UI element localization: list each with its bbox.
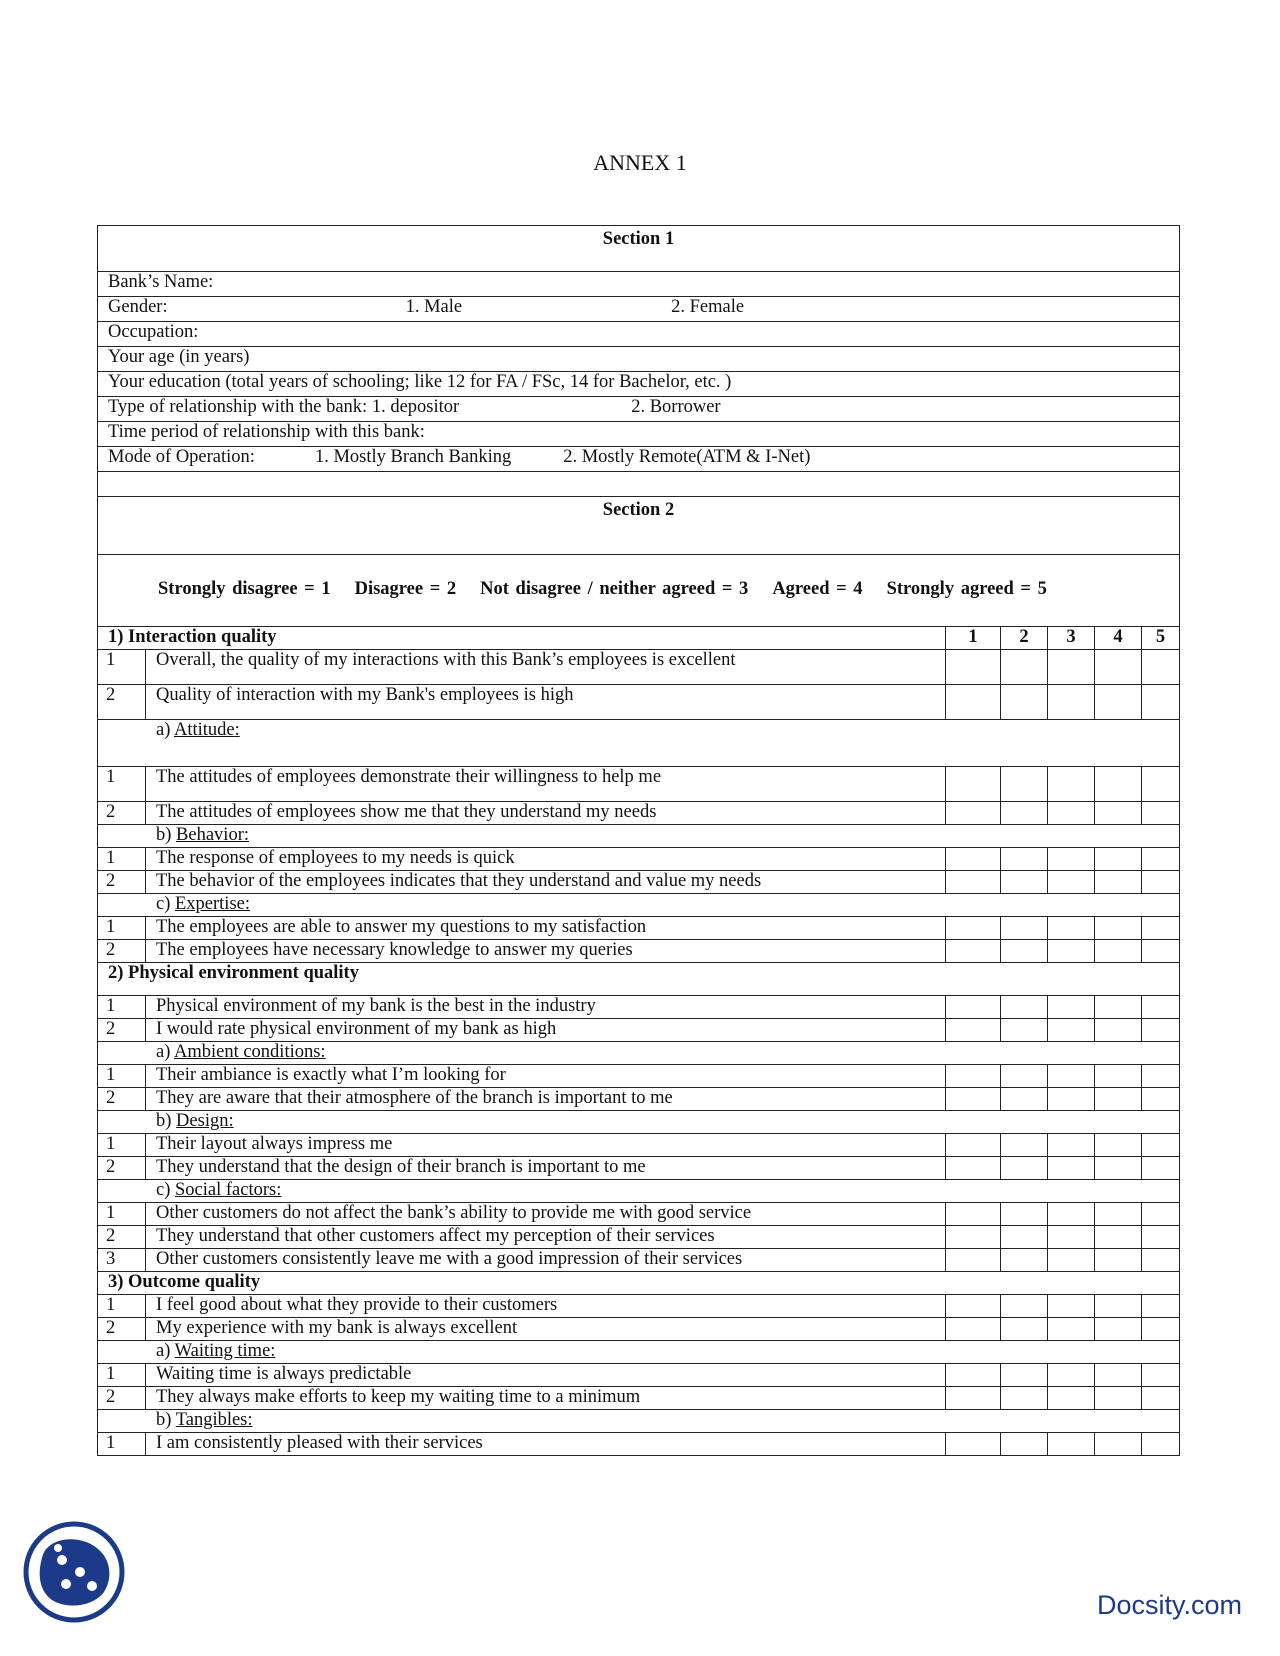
item-statement: Overall, the quality of my interactions with this Bank’s employees is excellent (146, 650, 946, 685)
rating-checkbox[interactable] (1142, 940, 1180, 963)
subcategory-label: Attitude: (173, 720, 240, 740)
rating-checkbox[interactable] (946, 1433, 1001, 1456)
rating-checkbox[interactable] (1048, 917, 1095, 940)
rating-checkbox[interactable] (1048, 1088, 1095, 1111)
rating-checkbox[interactable] (1048, 1364, 1095, 1387)
subcategory-letter: b) (156, 825, 172, 845)
subcategory-label: Expertise: (175, 894, 251, 914)
item-statement: The employees are able to answer my questions to my satisfaction (146, 917, 946, 940)
rating-checkbox[interactable] (1142, 1088, 1180, 1111)
subcategory-label: Tangibles: (175, 1410, 253, 1430)
question-row (98, 940, 1180, 963)
rating-checkbox[interactable] (1048, 871, 1095, 894)
rating-checkbox[interactable] (946, 685, 1001, 720)
rating-checkbox[interactable] (1001, 802, 1048, 825)
question-row (98, 996, 1180, 1019)
rating-checkbox[interactable] (946, 1088, 1001, 1111)
subcategory-row (98, 1180, 1180, 1203)
rating-checkbox[interactable] (1095, 1433, 1142, 1456)
question-row (98, 1088, 1180, 1111)
subcategory-heading (98, 720, 1180, 767)
rating-checkbox[interactable] (1001, 685, 1048, 720)
subcategory-label: Behavior: (176, 825, 249, 845)
question-row (98, 848, 1180, 871)
rating-checkbox[interactable] (1001, 1226, 1048, 1249)
rating-checkbox[interactable] (1001, 940, 1048, 963)
item-number: 2 (98, 1157, 146, 1180)
item-statement: I feel good about what they provide to their customers (146, 1295, 946, 1318)
docsity-logo-icon (22, 1520, 126, 1624)
rating-checkbox[interactable] (1142, 802, 1180, 825)
rating-checkbox[interactable] (1142, 871, 1180, 894)
gender-field (98, 297, 1180, 322)
rating-checkbox[interactable] (1048, 1157, 1095, 1180)
occupation-field: Occupation: (98, 322, 1180, 347)
rating-checkbox[interactable] (1142, 1387, 1180, 1410)
category-row (98, 963, 1180, 996)
item-statement: Other customers do not affect the bank’s ability to provide me with good service (146, 1203, 946, 1226)
page-title: ANNEX 1 (593, 150, 687, 175)
item-statement: My experience with my bank is always excellent (146, 1318, 946, 1341)
gender-label: Gender: (108, 297, 168, 317)
rating-checkbox[interactable] (1048, 996, 1095, 1019)
rating-checkbox[interactable] (1001, 1065, 1048, 1088)
gender-female-option: 2. Female (671, 297, 745, 317)
item-number: 1 (98, 996, 146, 1019)
rating-checkbox[interactable] (1001, 996, 1048, 1019)
mode-branch-option: 1. Mostly Branch Banking (314, 447, 512, 467)
item-statement: Their ambiance is exactly what I’m looking for (146, 1065, 946, 1088)
rating-checkbox[interactable] (946, 1226, 1001, 1249)
item-number: 2 (98, 1318, 146, 1341)
rating-checkbox[interactable] (946, 871, 1001, 894)
rating-column-header: 5 (1142, 627, 1180, 650)
subcategory-row (98, 894, 1180, 917)
item-number: 2 (98, 802, 146, 825)
rating-checkbox[interactable] (946, 917, 1001, 940)
item-number: 1 (98, 1203, 146, 1226)
rating-checkbox[interactable] (1001, 1318, 1048, 1341)
scale-strongly-disagree: Strongly disagree = 1 (158, 579, 331, 599)
gender-male-option: 1. Male (405, 297, 463, 317)
age-field: Your age (in years) (98, 347, 1180, 372)
item-number: 1 (98, 917, 146, 940)
subcategory-letter: c) (156, 1180, 171, 1200)
item-statement: They understand that the design of their branch is important to me (146, 1157, 946, 1180)
rating-checkbox[interactable] (946, 1134, 1001, 1157)
rating-checkbox[interactable] (1142, 1203, 1180, 1226)
rating-checkbox[interactable] (1048, 940, 1095, 963)
category-heading: 3) Outcome quality (98, 1272, 1180, 1295)
item-number: 1 (98, 1134, 146, 1157)
mode-label: Mode of Operation: (108, 447, 255, 467)
question-row (98, 1318, 1180, 1341)
question-row (98, 917, 1180, 940)
rating-checkbox[interactable] (1001, 848, 1048, 871)
item-statement: The attitudes of employees show me that they understand my needs (146, 802, 946, 825)
subcategory-label: Design: (176, 1111, 234, 1131)
rating-checkbox[interactable] (1001, 1364, 1048, 1387)
rating-checkbox[interactable] (946, 996, 1001, 1019)
rating-checkbox[interactable] (1142, 650, 1180, 685)
subcategory-heading (98, 894, 1180, 917)
rating-checkbox[interactable] (1048, 1318, 1095, 1341)
question-row (98, 802, 1180, 825)
subcategory-row (98, 825, 1180, 848)
scale-agreed: Agreed = 4 (772, 579, 863, 599)
item-number: 1 (98, 650, 146, 685)
rating-checkbox[interactable] (1095, 767, 1142, 802)
rating-checkbox[interactable] (1048, 767, 1095, 802)
rating-checkbox[interactable] (1048, 848, 1095, 871)
item-number: 1 (98, 1364, 146, 1387)
rating-checkbox[interactable] (1001, 1157, 1048, 1180)
rating-checkbox[interactable] (1095, 996, 1142, 1019)
category-heading: 1) Interaction quality (98, 627, 946, 650)
time-period-field: Time period of relationship with this bank: (98, 422, 1180, 447)
item-statement: Physical environment of my bank is the best in the industry (146, 996, 946, 1019)
item-statement: I would rate physical environment of my bank as high (146, 1019, 946, 1042)
rating-checkbox[interactable] (1048, 650, 1095, 685)
rating-checkbox[interactable] (1001, 871, 1048, 894)
rating-checkbox[interactable] (1048, 1433, 1095, 1456)
item-statement: Quality of interaction with my Bank's employees is high (146, 685, 946, 720)
item-number: 2 (98, 940, 146, 963)
rating-checkbox[interactable] (946, 802, 1001, 825)
rating-checkbox[interactable] (1142, 1065, 1180, 1088)
relationship-label: Type of relationship with the bank: (108, 397, 368, 417)
rating-checkbox[interactable] (1142, 1157, 1180, 1180)
rating-checkbox[interactable] (1142, 1318, 1180, 1341)
rating-checkbox[interactable] (1048, 1134, 1095, 1157)
item-number: 2 (98, 871, 146, 894)
rating-checkbox[interactable] (1095, 1318, 1142, 1341)
rating-checkbox[interactable] (1048, 1019, 1095, 1042)
item-statement: The response of employees to my needs is quick (146, 848, 946, 871)
item-statement: They are aware that their atmosphere of the branch is important to me (146, 1088, 946, 1111)
education-field: Your education (total years of schooling; like 12 for FA / FSc, 14 for Bachelor, etc. ) (98, 372, 1180, 397)
category-row (98, 627, 1180, 650)
rating-checkbox[interactable] (1142, 1134, 1180, 1157)
subcategory-letter: a) (156, 720, 171, 740)
question-row (98, 1249, 1180, 1272)
question-row (98, 1364, 1180, 1387)
rating-checkbox[interactable] (946, 1387, 1001, 1410)
rating-column-header: 4 (1095, 627, 1142, 650)
rating-checkbox[interactable] (1095, 802, 1142, 825)
subcategory-heading (98, 1410, 1180, 1433)
relationship-borrower-option: 2. Borrower (631, 397, 721, 417)
question-row (98, 1433, 1180, 1456)
rating-checkbox[interactable] (1142, 1295, 1180, 1318)
rating-checkbox[interactable] (1048, 1249, 1095, 1272)
item-number: 2 (98, 1088, 146, 1111)
subcategory-letter: b) (156, 1410, 172, 1430)
rating-checkbox[interactable] (946, 1249, 1001, 1272)
relationship-field (98, 397, 1180, 422)
rating-checkbox[interactable] (946, 1318, 1001, 1341)
item-number: 2 (98, 1387, 146, 1410)
rating-checkbox[interactable] (1001, 1295, 1048, 1318)
item-number: 1 (98, 848, 146, 871)
rating-checkbox[interactable] (1095, 685, 1142, 720)
rating-checkbox[interactable] (1001, 1134, 1048, 1157)
rating-checkbox[interactable] (1095, 871, 1142, 894)
rating-checkbox[interactable] (1048, 1226, 1095, 1249)
rating-checkbox[interactable] (1095, 940, 1142, 963)
item-number: 2 (98, 685, 146, 720)
subcategory-label: Waiting time: (174, 1341, 276, 1361)
item-statement: Their layout always impress me (146, 1134, 946, 1157)
blank-row (98, 472, 1180, 497)
subcategory-heading (98, 1111, 1180, 1134)
rating-checkbox[interactable] (1095, 1088, 1142, 1111)
bank-name-field: Bank’s Name: (98, 272, 1180, 297)
item-statement: Other customers consistently leave me with a good impression of their services (146, 1249, 946, 1272)
question-row (98, 767, 1180, 802)
question-row (98, 650, 1180, 685)
rating-checkbox[interactable] (946, 1065, 1001, 1088)
subcategory-label: Social factors: (175, 1180, 282, 1200)
rating-checkbox[interactable] (1095, 1295, 1142, 1318)
subcategory-label: Ambient conditions: (173, 1042, 326, 1062)
item-number: 2 (98, 1019, 146, 1042)
rating-checkbox[interactable] (1142, 996, 1180, 1019)
subcategory-heading (98, 825, 1180, 848)
rating-checkbox[interactable] (1048, 1387, 1095, 1410)
item-number: 3 (98, 1249, 146, 1272)
item-statement: I am consistently pleased with their services (146, 1433, 946, 1456)
question-row (98, 871, 1180, 894)
rating-checkbox[interactable] (1001, 917, 1048, 940)
rating-checkbox[interactable] (1095, 650, 1142, 685)
rating-checkbox[interactable] (1142, 1433, 1180, 1456)
subcategory-heading (98, 1341, 1180, 1364)
rating-checkbox[interactable] (1095, 1019, 1142, 1042)
scale-strongly-agreed: Strongly agreed = 5 (886, 579, 1047, 599)
questionnaire-table (97, 225, 1180, 1456)
rating-checkbox[interactable] (1048, 1295, 1095, 1318)
rating-checkbox[interactable] (1001, 1019, 1048, 1042)
rating-checkbox[interactable] (1142, 1249, 1180, 1272)
item-statement: They always make efforts to keep my waiting time to a minimum (146, 1387, 946, 1410)
rating-checkbox[interactable] (1142, 767, 1180, 802)
rating-checkbox[interactable] (1001, 1433, 1048, 1456)
subcategory-heading (98, 1042, 1180, 1065)
question-row (98, 1157, 1180, 1180)
category-row (98, 1272, 1180, 1295)
docsity-brand-text: Docsity.com (1096, 1590, 1242, 1620)
rating-checkbox[interactable] (1001, 650, 1048, 685)
rating-checkbox[interactable] (1095, 1134, 1142, 1157)
subcategory-letter: c) (156, 894, 171, 914)
rating-checkbox[interactable] (1048, 685, 1095, 720)
item-number: 1 (98, 1433, 146, 1456)
subcategory-letter: b) (156, 1111, 172, 1131)
rating-checkbox[interactable] (946, 1203, 1001, 1226)
item-statement: The behavior of the employees indicates that they understand and value my needs (146, 871, 946, 894)
rating-checkbox[interactable] (1048, 1203, 1095, 1226)
rating-checkbox[interactable] (1095, 1157, 1142, 1180)
rating-checkbox[interactable] (1001, 1203, 1048, 1226)
rating-checkbox[interactable] (1142, 1364, 1180, 1387)
rating-checkbox[interactable] (1095, 1065, 1142, 1088)
item-number: 1 (98, 1065, 146, 1088)
rating-checkbox[interactable] (1142, 917, 1180, 940)
rating-checkbox[interactable] (1001, 1088, 1048, 1111)
subcategory-heading (98, 1180, 1180, 1203)
question-row (98, 685, 1180, 720)
rating-checkbox[interactable] (1095, 848, 1142, 871)
rating-checkbox[interactable] (1095, 1226, 1142, 1249)
question-row (98, 1226, 1180, 1249)
rating-checkbox[interactable] (946, 650, 1001, 685)
subcategory-row (98, 720, 1180, 767)
question-row (98, 1134, 1180, 1157)
section2-title: Section 2 (98, 497, 1180, 555)
item-statement: They understand that other customers affect my perception of their services (146, 1226, 946, 1249)
rating-checkbox[interactable] (946, 1364, 1001, 1387)
rating-checkbox[interactable] (1142, 1226, 1180, 1249)
rating-checkbox[interactable] (1142, 848, 1180, 871)
rating-column-header: 3 (1048, 627, 1095, 650)
rating-checkbox[interactable] (946, 848, 1001, 871)
relationship-depositor-option: 1. depositor (371, 397, 460, 417)
category-heading: 2) Physical environment quality (98, 963, 1180, 996)
item-statement: The employees have necessary knowledge to answer my queries (146, 940, 946, 963)
rating-checkbox[interactable] (946, 1019, 1001, 1042)
item-number: 1 (98, 1295, 146, 1318)
rating-checkbox[interactable] (1095, 1364, 1142, 1387)
rating-column-header: 2 (1001, 627, 1048, 650)
rating-checkbox[interactable] (946, 1295, 1001, 1318)
mode-field (98, 447, 1180, 472)
item-statement: Waiting time is always predictable (146, 1364, 946, 1387)
question-row (98, 1203, 1180, 1226)
subcategory-letter: a) (156, 1042, 171, 1062)
subcategory-row (98, 1042, 1180, 1065)
rating-checkbox[interactable] (1095, 917, 1142, 940)
question-row (98, 1065, 1180, 1088)
rating-checkbox[interactable] (1142, 685, 1180, 720)
scale-neutral: Not disagree / neither agreed = 3 (480, 579, 749, 599)
subcategory-letter: a) (156, 1341, 171, 1361)
rating-checkbox[interactable] (1048, 1065, 1095, 1088)
item-statement: The attitudes of employees demonstrate their willingness to help me (146, 767, 946, 802)
rating-checkbox[interactable] (1001, 1387, 1048, 1410)
rating-checkbox[interactable] (1048, 802, 1095, 825)
rating-checkbox[interactable] (946, 767, 1001, 802)
rating-checkbox[interactable] (946, 940, 1001, 963)
subcategory-row (98, 1410, 1180, 1433)
item-number: 2 (98, 1226, 146, 1249)
question-row (98, 1295, 1180, 1318)
rating-checkbox[interactable] (1142, 1019, 1180, 1042)
rating-checkbox[interactable] (1095, 1249, 1142, 1272)
rating-checkbox[interactable] (1001, 1249, 1048, 1272)
question-row (98, 1387, 1180, 1410)
subcategory-row (98, 1111, 1180, 1134)
item-number: 1 (98, 767, 146, 802)
question-row (98, 1019, 1180, 1042)
rating-checkbox[interactable] (1095, 1203, 1142, 1226)
mode-remote-option: 2. Mostly Remote(ATM & I-Net) (563, 447, 811, 467)
scale-disagree: Disagree = 2 (354, 579, 457, 599)
rating-scale-legend (98, 555, 1180, 627)
subcategory-row (98, 1341, 1180, 1364)
rating-column-header: 1 (946, 627, 1001, 650)
section1-title: Section 1 (98, 226, 1180, 272)
rating-checkbox[interactable] (1095, 1387, 1142, 1410)
rating-checkbox[interactable] (946, 1157, 1001, 1180)
rating-checkbox[interactable] (1001, 767, 1048, 802)
